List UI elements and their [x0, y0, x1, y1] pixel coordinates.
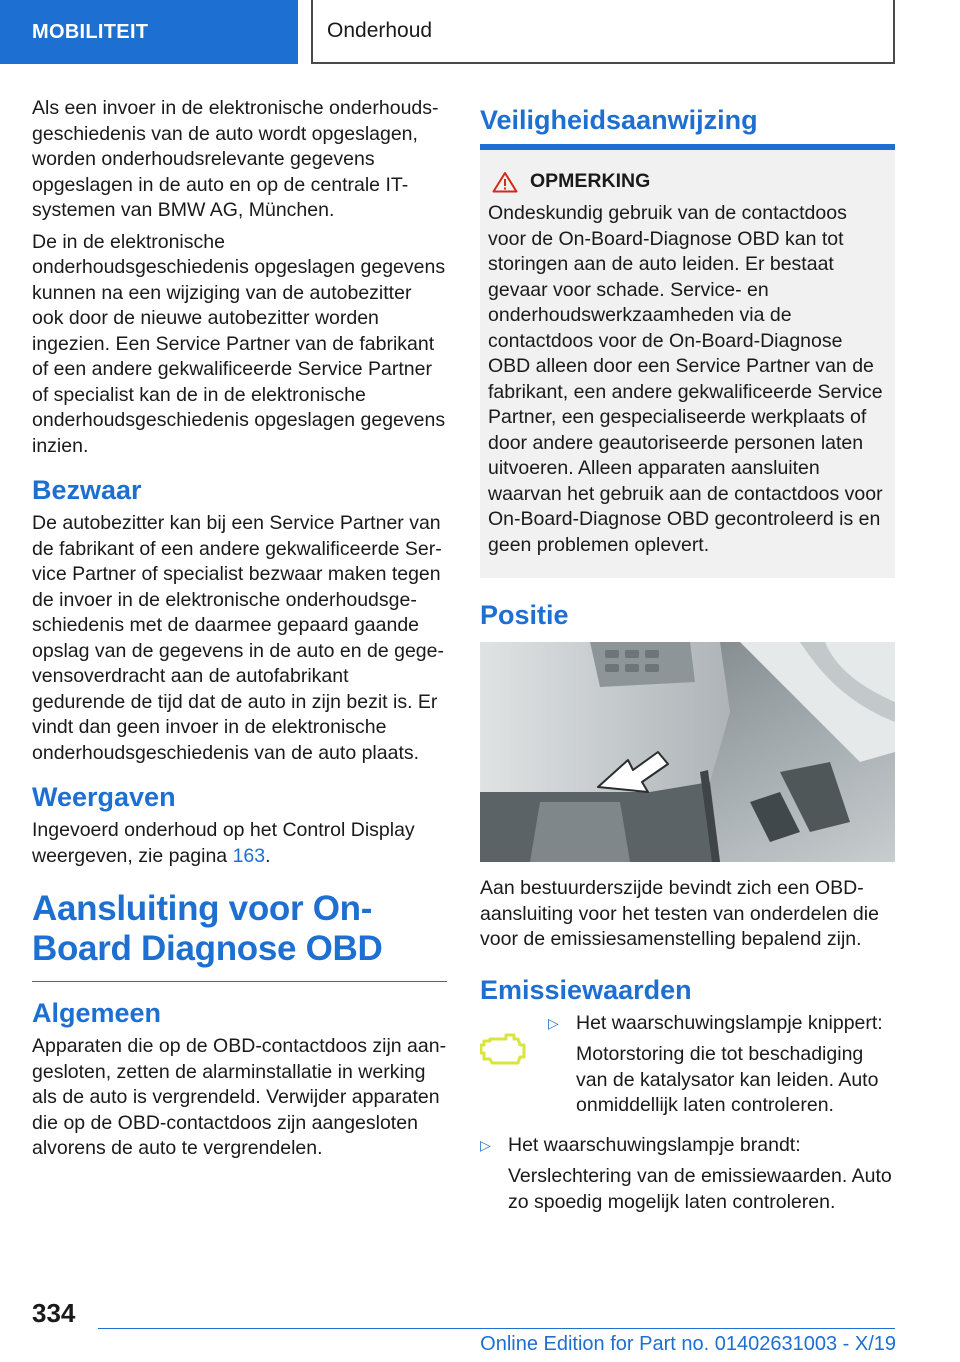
intro-paragraph-1: Als een invoer in de elektronische onderhoudsgeschiedenis van de auto wordt opgeslagen, worden onderhoudsrelevante gegevens opgeslagen in de auto en op de centrale IT-systemen van BMW AG, München.: [32, 97, 439, 221]
bullet-2-body: Verslechtering van de emissiewaarden. Auto zo spoedig mogelijk laten controleren.: [508, 1165, 892, 1213]
left-column: [32, 96, 447, 1168]
heading-bezwaar: Bezwaar: [32, 475, 142, 505]
algemeen-paragraph: Apparaten die op de OBD-contactdoos zijn aangesloten, zetten de alarminstallatie in werking als de auto is vergrendeld. Verwijder apparaten die op de OBD-contactdoos zijn aangesloten alvorens de auto te vergrendelen.: [32, 1035, 447, 1159]
bullet-2-head: Het waarschuwingslampje brandt:: [508, 1133, 801, 1156]
heading-positie: Positie: [480, 600, 569, 630]
note-header: [488, 170, 887, 193]
heading-algemeen: Algemeen: [32, 998, 162, 1028]
heading-safety: Veiligheidsaanwijzing: [480, 105, 758, 135]
right-column: [480, 96, 895, 1221]
bullet-1-head: Het waarschuwingslampje knippert:: [576, 1011, 883, 1034]
check-engine-icon: [480, 1031, 528, 1067]
heading-emissiewaarden: Emissiewaarden: [480, 974, 692, 1005]
heading-obd: Aansluiting voor On-Board Diagnose OBD: [32, 889, 383, 968]
warning-triangle-icon: [492, 171, 518, 193]
heading-weergaven: Weergaven: [32, 782, 176, 812]
heading-rule: [32, 981, 447, 982]
positie-paragraph: Aan bestuurderszijde bevindt zich een OBD-aansluiting voor het testen van onderdelen die voor de emissiesamenstelling bepalend zijn.: [480, 877, 879, 950]
bullet-1-head-row: [548, 1011, 895, 1043]
intro-paragraph-2: De in de elektronische onderhoudsgeschiedenis opgeslagen gegevens kunnen na een wijziging van de autobezitter ook door de nieuwe autobezitter worden ingezien. Een Service Partner van de fabrikant of een andere gekwalificeerde Service Partner of specialist kan de in de elektronische onderhoudsgeschiedenis opgeslagen gegevens inzien.: [32, 230, 446, 457]
note-box: [480, 150, 895, 578]
page-number: 334: [32, 1298, 76, 1328]
page-reference-link[interactable]: 163: [232, 844, 266, 867]
note-text: Ondeskundig gebruik van de contactdoos voor de On-Board-Diagnose OBD kan tot storingen aan de auto leiden. Er bestaat gevaar voor schade. Service- en onderhoudswerkzaamheden via de contactdoos voor de On-Board-Diagnose OBD alleen door een Service Partner van de fabrikant, een andere gekwalificeerde Service Partner, een gespecialiseerde werkplaats of door andere geautoriseerde personen laten uitvoeren. Alleen apparaten aansluiten waarvan het gebruik aan de contactdoos voor On-Board-Diagnose OBD gecontroleerd is en geen problemen oplevert.: [488, 202, 883, 556]
obd-location-photo: [480, 642, 895, 862]
bezwaar-paragraph: De autobezitter kan bij een Service Partner van de fabrikant of een andere gekwalificeerde Service Partner of specialist bezwaar maken tegen de invoer in de elektronische onderhoudsgeschiedenis met de daarmee gepaard gaande opslag van de gegevens in de auto en de gegevensoverdracht aan de autofabrikant gedurende de tijd dat de auto in zijn bezit is. Er vindt dan geen invoer in de elektronische onderhoudsgeschiedenis van de auto plaats.: [32, 512, 445, 764]
emission-item-row: [480, 1011, 895, 1125]
bullet-1-body: Motorstoring die tot beschadiging van de katalysator kan leiden. Auto onmiddellijk laten controleren.: [576, 1043, 879, 1116]
footer-rule: [98, 1328, 895, 1329]
footer-edition: Online Edition for Part no. 01402631003 - X/19: [480, 1333, 896, 1355]
weergaven-paragraph: [32, 818, 447, 869]
chapter-title: Onderhoud: [311, 0, 895, 64]
note-label: OPMERKING: [530, 170, 651, 192]
bullet-triangle-icon: ▷: [480, 1136, 491, 1153]
weergaven-text: Ingevoerd onderhoud op het Control Display weergeven, zie pagina: [32, 819, 415, 867]
bullet-1: [548, 1011, 895, 1125]
section-tab: MOBILITEIT: [0, 0, 298, 64]
bullet-triangle-icon: ▷: [548, 1014, 559, 1031]
bullet-2-head-row: [480, 1133, 895, 1165]
bullet-2: [480, 1133, 895, 1216]
weergaven-period: .: [265, 844, 271, 867]
